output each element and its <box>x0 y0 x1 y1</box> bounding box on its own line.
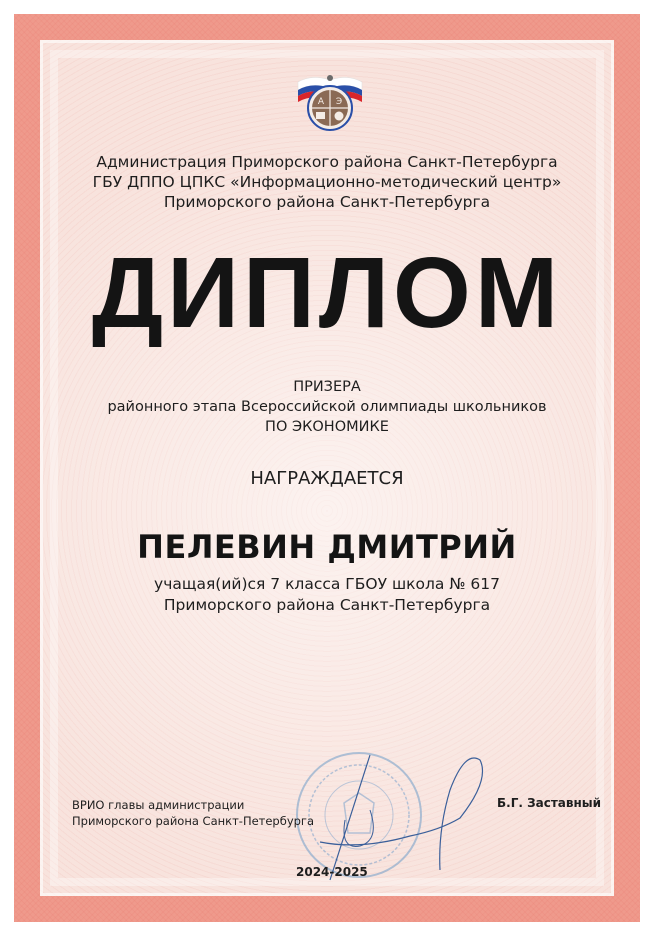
subtitle-line: ПРИЗЕРА <box>293 379 361 395</box>
olympiad-emblem-icon <box>292 68 368 134</box>
academic-year: 2024-2025 <box>296 865 368 879</box>
organizer-line: ГБУ ДППО ЦПКС «Информационно-методический центр» <box>92 173 562 191</box>
diploma-title: ДИПЛОМ <box>91 237 563 349</box>
awarded-label: НАГРАЖДАЕТСЯ <box>250 468 404 489</box>
recipient-school: учащая(ий)ся 7 класса ГБОУ школа № 617 <box>154 575 500 593</box>
signatory-name: Б.Г. Заставный <box>497 796 602 810</box>
recipient-name: ПЕЛЕВИН ДМИТРИЙ <box>137 528 517 566</box>
signatory-position <box>72 797 314 829</box>
diploma-subtitle <box>0 377 654 437</box>
recipient-details <box>0 574 654 616</box>
svg-text:A: A <box>317 97 325 107</box>
signatory-position-line: ВРИО главы администрации <box>72 798 245 812</box>
organizer-line: Приморского района Санкт-Петербурга <box>163 193 491 211</box>
subtitle-line: районного этапа Всероссийской олимпиады школьников <box>107 399 547 415</box>
recipient-district: Приморского района Санкт-Петербурга <box>163 596 491 614</box>
signatory-position-line: Приморского района Санкт-Петербурга <box>72 814 315 828</box>
organizer-block <box>0 152 654 212</box>
organizer-line: Администрация Приморского района Санкт-Петербурга <box>96 153 558 171</box>
svg-text:Э: Э <box>335 97 343 107</box>
subtitle-line: ПО ЭКОНОМИКЕ <box>265 419 389 435</box>
